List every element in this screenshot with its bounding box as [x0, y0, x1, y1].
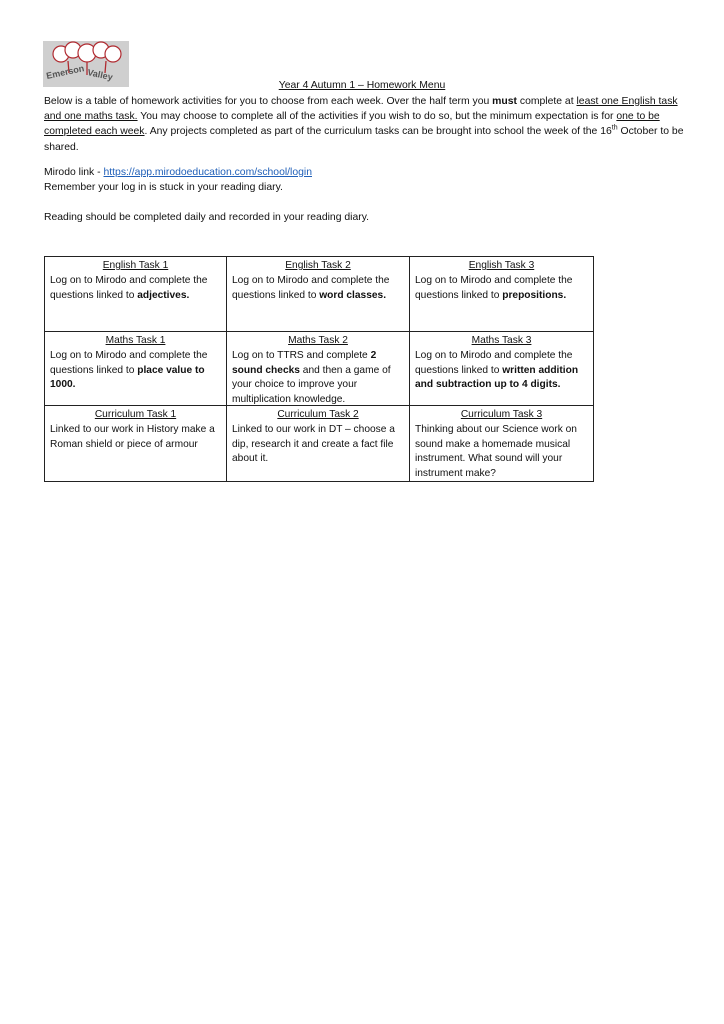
mirodo-link[interactable]: https://app.mirodoeducation.com/school/login: [103, 167, 312, 178]
task-cell-curriculum-2: [227, 406, 410, 482]
task-description: Log on to Mirodo and complete the questions linked to written addition and subtraction up to 4 digits.: [415, 349, 579, 391]
task-description: Linked to our work in History make a Roman shield or piece of armour: [50, 423, 215, 450]
task-description: Log on to Mirodo and complete the questions linked to prepositions.: [415, 274, 573, 301]
task-title: Maths Task 1: [105, 335, 166, 346]
task-cell-maths-3: [410, 332, 593, 406]
task-cell-maths-2: [227, 332, 410, 406]
homework-table: [44, 256, 594, 482]
logo-text-bottom: Valley: [86, 67, 114, 83]
task-cell-curriculum-3: [410, 406, 593, 482]
task-cell-english-3: [410, 257, 593, 332]
task-description: Log on to Mirodo and complete the questions linked to place value to 1000.: [50, 349, 208, 391]
task-title: Maths Task 3: [471, 335, 532, 346]
task-description: Log on to TTRS and complete 2 sound checks and then a game of your choice to improve your multiplication knowledge.: [232, 349, 391, 406]
task-title: Curriculum Task 2: [277, 409, 359, 420]
task-title: Curriculum Task 3: [460, 409, 543, 420]
task-description: Thinking about our Science work on sound make a homemade musical instrument. What sound will your instrument make?: [415, 423, 577, 480]
logo-text-top: Emerson: [45, 63, 86, 81]
task-cell-english-2: [227, 257, 410, 332]
task-description: Log on to Mirodo and complete the questions linked to word classes.: [232, 274, 390, 301]
login-reminder: Remember your log in is stuck in your reading diary.: [44, 182, 283, 193]
mirodo-label: Mirodo link -: [44, 167, 104, 178]
task-title: Maths Task 2: [288, 335, 348, 346]
reading-note: Reading should be completed daily and recorded in your reading diary.: [44, 212, 370, 223]
task-title: English Task 3: [468, 260, 535, 271]
page-title: Year 4 Autumn 1 – Homework Menu: [278, 80, 446, 91]
task-title: Curriculum Task 1: [94, 409, 177, 420]
mirodo-link-line: [44, 165, 684, 180]
task-cell-maths-1: [45, 332, 227, 406]
task-title: English Task 2: [285, 260, 351, 271]
task-cell-curriculum-1: [45, 406, 227, 482]
task-description: Linked to our work in DT – choose a dip, research it and create a fact file about it.: [232, 423, 395, 465]
task-cell-english-1: [45, 257, 227, 332]
task-title: English Task 1: [102, 260, 169, 271]
task-description: Log on to Mirodo and complete the questions linked to adjectives.: [50, 274, 208, 301]
intro-paragraph: Below is a table of homework activities for you to choose from each week. Over the half term you must complete at least one English task and one maths task. You may choose to complete all of the activities if you wish to do so, but the minimum expectation is for one to be completed each week. Any projects completed as part of the curriculum tasks can be brought into school the week of the 16th October to be shared.: [44, 96, 684, 153]
